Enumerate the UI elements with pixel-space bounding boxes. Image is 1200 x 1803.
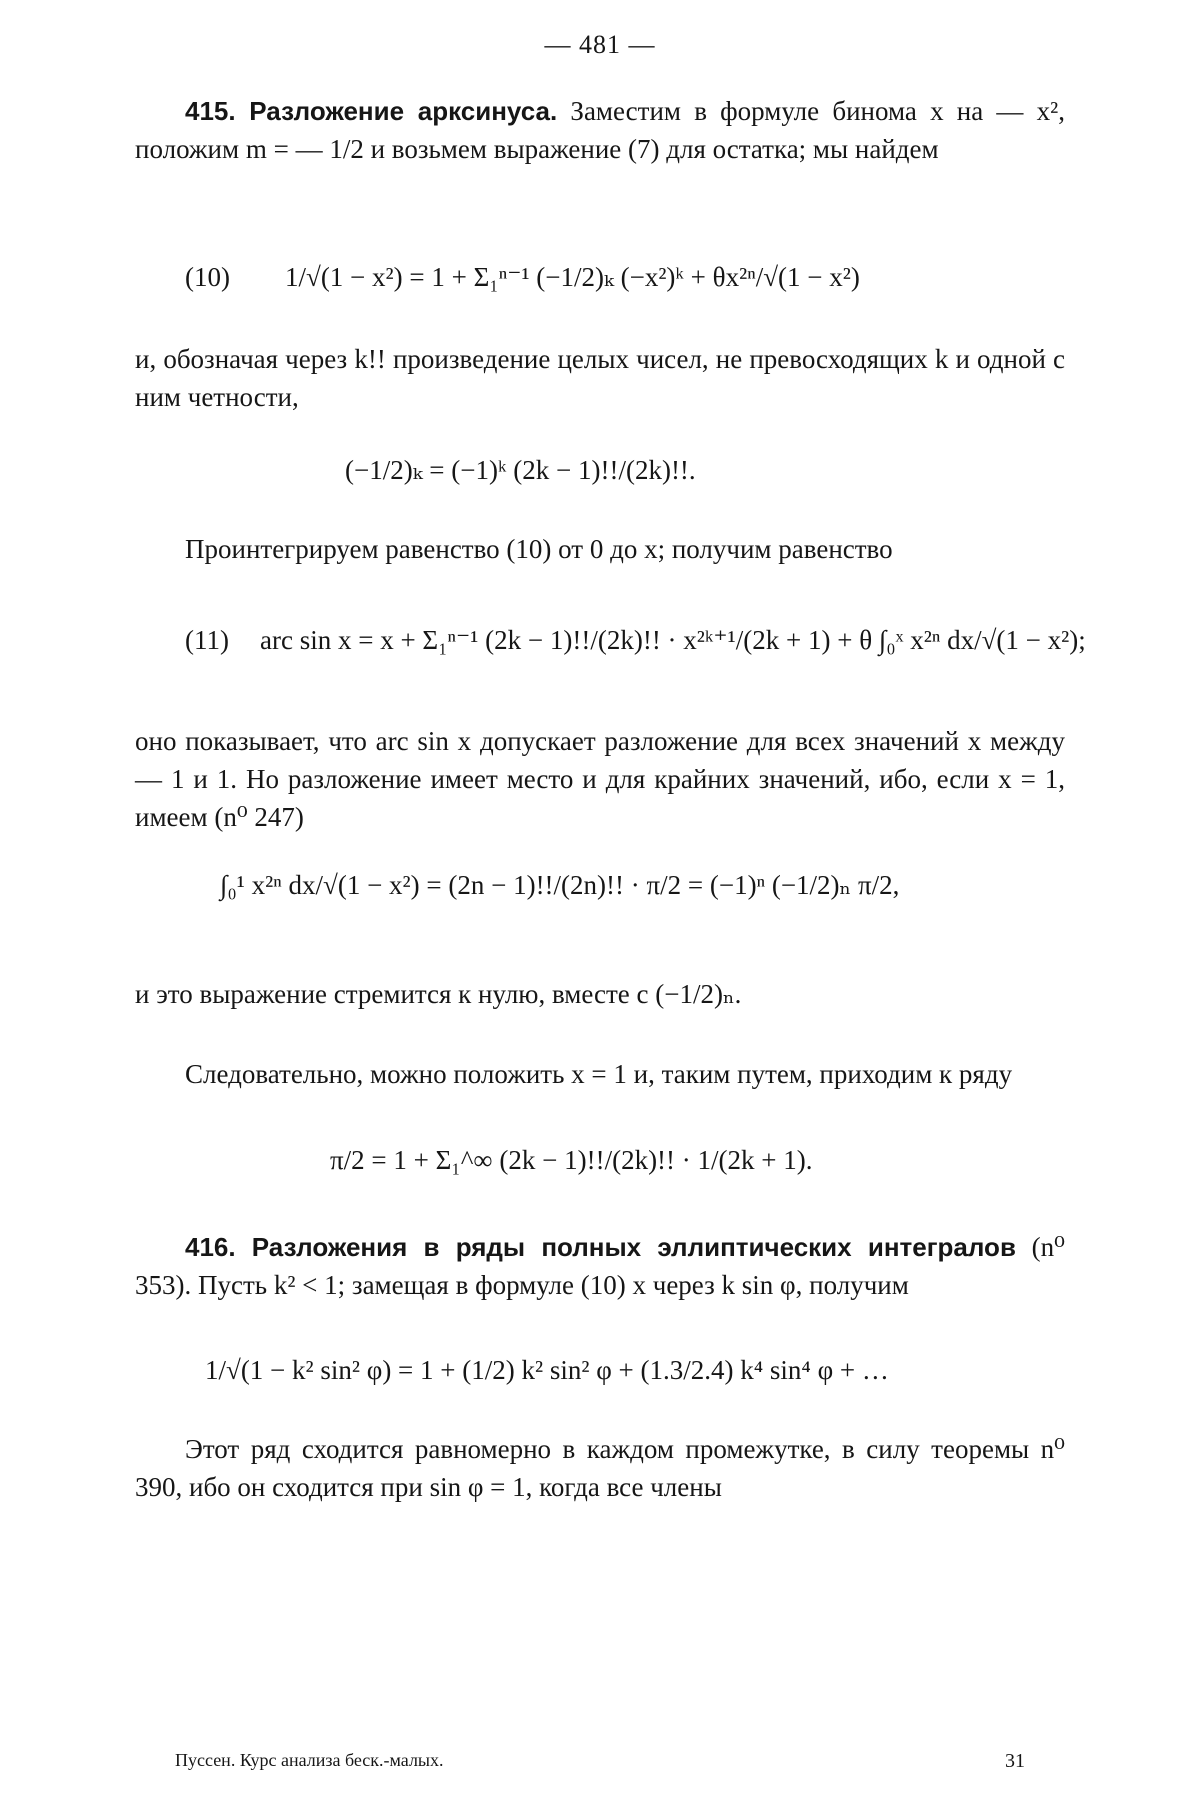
paragraph-therefore-text: Следовательно, можно положить x = 1 и, таким путем, приходим к ряду (185, 1059, 1013, 1089)
footer-book-title: Пуссен. Курс анализа беск.-малых. (175, 1750, 444, 1770)
equation-10-number: (10) (185, 262, 230, 292)
paragraph-double-factorial: и, обозначая через k!! произведение целых чисел, не превосходящих k и одной с ним четности, (135, 344, 1065, 412)
paragraph-integrate-text: Проинтегрируем равенство (10) от 0 до x; получим равенство (185, 534, 893, 564)
equation-11-number: (11) (185, 625, 229, 655)
equation-10-body: 1/√(1 − x²) = 1 + Σ₁ⁿ⁻¹ (−1/2)ₖ (−x²)ᵏ + θx²ⁿ/√(1 − x²) (285, 262, 860, 292)
paragraph-uniform-convergence-text: Этот ряд сходится равномерно в каждом промежутке, в силу теоремы n⁰ 390, ибо он сходится при sin φ = 1, когда все члены (135, 1434, 1065, 1502)
section-415-paragraph (135, 92, 1065, 168)
paragraph-tends-to-zero: и это выражение стремится к нулю, вместе с (−1/2)ₙ. (135, 979, 742, 1009)
section-416-text: (n⁰ 353). Пусть k² < 1; замещая в формуле (10) x через k sin φ, получим (135, 1232, 1065, 1300)
section-415-heading: 415. Разложение арксинуса. (185, 96, 558, 126)
paragraph-arcsin-expansion: оно показывает, что arc sin x допускает разложение для всех значений x между — 1 и 1. Но разложение имеет место и для крайних значений, ибо, если x = 1, имеем (n⁰ 247) (135, 726, 1065, 832)
section-416-heading: 416. Разложения в ряды полных эллиптических интегралов (185, 1232, 1016, 1262)
paragraph-uniform-convergence (135, 1430, 1065, 1506)
equation-11-body: arc sin x = x + Σ₁ⁿ⁻¹ (2k − 1)!!/(2k)!! · x²ᵏ⁺¹/(2k + 1) + θ ∫₀ˣ x²ⁿ dx/√(1 − x²); (260, 625, 1086, 655)
equation-pi-series-body: π/2 = 1 + Σ₁^∞ (2k − 1)!!/(2k)!! · 1/(2k + 1). (330, 1145, 813, 1175)
paragraph-integrate (135, 530, 1065, 568)
section-415-text: Заместим в формуле бинома x на — x², положим m = — 1/2 и возьмем выражение (7) для остатка; мы найдем (135, 96, 1065, 164)
page-number: — 481 — (544, 30, 656, 59)
paragraph-therefore (135, 1055, 1065, 1093)
page-footer (175, 1750, 1025, 1771)
equation-elliptic-series-body: 1/√(1 − k² sin² φ) = 1 + (1/2) k² sin² φ + (1.3/2.4) k⁴ sin⁴ φ + … (205, 1355, 889, 1385)
footer-signature-mark: 31 (1005, 1750, 1025, 1772)
equation-endpoint-integral-body: ∫₀¹ x²ⁿ dx/√(1 − x²) = (2n − 1)!!/(2n)!! · π/2 = (−1)ⁿ (−1/2)ₙ π/2, (220, 870, 900, 900)
section-416-paragraph (135, 1228, 1065, 1304)
equation-binomial-coefficient-body: (−1/2)ₖ = (−1)ᵏ (2k − 1)!!/(2k)!!. (345, 455, 696, 485)
